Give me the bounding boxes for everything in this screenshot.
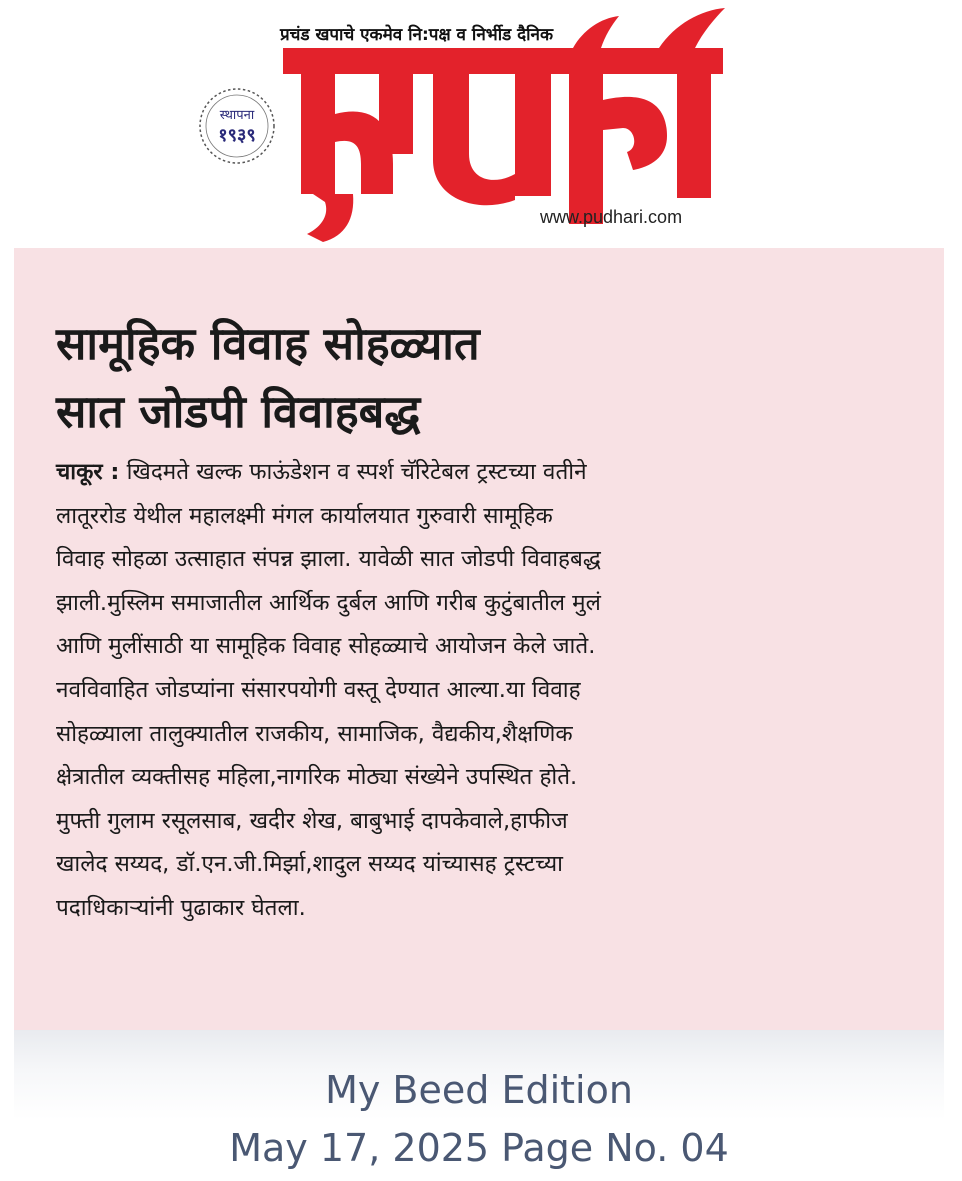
seal-year: १९३९ bbox=[218, 125, 256, 146]
body-line: क्षेत्रातील व्यक्तीसह महिला,नागरिक मोठ्या संख्येने उपस्थित होते. bbox=[56, 764, 578, 791]
article-headline bbox=[56, 310, 916, 446]
establishment-seal-icon bbox=[197, 86, 277, 166]
article-body bbox=[56, 451, 926, 931]
newspaper-masthead bbox=[195, 4, 730, 246]
edition-caption bbox=[14, 1030, 944, 1181]
body-line: लातूररोड येथील महालक्ष्मी मंगल कार्यालयात गुरुवारी सामूहिक bbox=[56, 502, 553, 529]
headline-line: सात जोडपी विवाहबद्ध bbox=[56, 385, 421, 438]
masthead-tagline: प्रचंड खपाचे एकमेव नि:पक्ष व निर्भीड दैनिक bbox=[280, 25, 554, 45]
website-url: www.pudhari.com bbox=[540, 207, 683, 227]
body-line: झाली.मुस्लिम समाजातील आर्थिक दुर्बल आणि गरीब कुटुंबातील मुलं bbox=[56, 589, 601, 616]
body-line: खालेद सय्यद, डॉ.एन.जी.मिर्झा,शादुल सय्यद यांच्यासह ट्रस्टच्या bbox=[56, 851, 563, 878]
body-line: मुफ्ती गुलाम रसूलसाब, खदीर शेख, बाबुभाई दापकेवाले,हाफीज bbox=[56, 807, 568, 834]
edition-date-page: May 17, 2025 Page No. 04 bbox=[229, 1126, 729, 1170]
article-dateline: चाकूर : bbox=[56, 459, 120, 485]
body-line: नवविवाहित जोडप्यांना संसारपयोगी वस्तू देण्यात आल्या.या विवाह bbox=[56, 676, 581, 703]
seal-label: स्थापना bbox=[219, 108, 255, 123]
edition-name: My Beed Edition bbox=[325, 1068, 633, 1112]
body-line: आणि मुलींसाठी या सामूहिक विवाह सोहळ्याचे आयोजन केले जाते. bbox=[56, 633, 596, 660]
news-article-clipping bbox=[14, 248, 944, 1030]
body-line: पदाधिकाऱ्यांनी पुढाकार घेतला. bbox=[56, 894, 306, 921]
body-line: विवाह सोहळा उत्साहात संपन्न झाला. यावेळी सात जोडपी विवाहबद्ध bbox=[56, 546, 601, 573]
headline-line: सामूहिक विवाह सोहळ्यात bbox=[56, 317, 480, 370]
body-line-text: खिदमते खल्क फाऊंडेशन व स्पर्श चॅरिटेबल ट्रस्टच्या वतीने bbox=[126, 459, 587, 485]
body-line bbox=[56, 451, 926, 495]
body-line: सोहळ्याला तालुक्यातील राजकीय, सामाजिक, वैद्यकीय,शैक्षणिक bbox=[56, 720, 573, 747]
